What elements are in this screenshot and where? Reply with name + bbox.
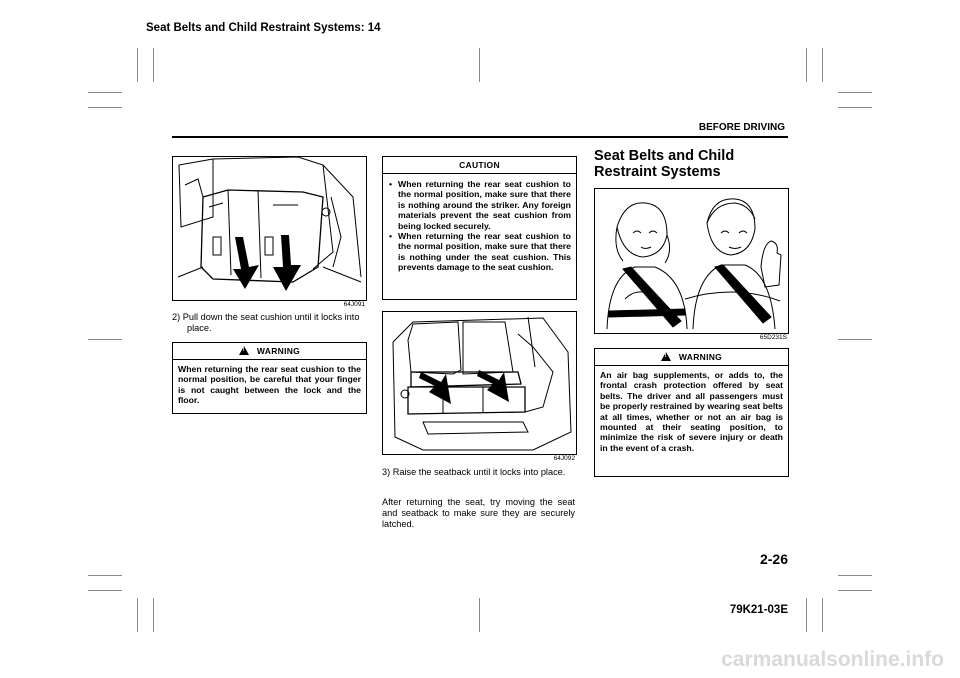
crop-mark [88,590,122,591]
crop-mark [822,48,823,82]
page-number: 2-26 [759,551,788,567]
crop-mark [153,48,154,82]
seat-belt-figure [594,188,789,334]
header-chapter-title: Seat Belts and Child Restraint Systems: 14 [146,22,381,34]
rear-seatback-figure [382,311,577,455]
caution-item: • When returning the rear seat cushion to the normal position, make sure that there is nothing under the seat cushion. This prevents damage to the seat cushion. [398,231,571,273]
warning-header [173,343,366,360]
crop-mark [137,598,138,632]
crop-mark [838,575,872,576]
warning-title: WARNING [678,352,723,362]
crop-mark [88,107,122,108]
figure-code: 65D231S [759,334,787,341]
caution-box [382,156,577,300]
crop-mark [479,598,480,632]
crop-mark [137,48,138,82]
watermark: carmanualsonline.info [721,648,944,671]
crop-mark [88,575,122,576]
rear-seat-cushion-figure [172,156,367,301]
header-section-title: BEFORE DRIVING [698,122,785,133]
section-heading: Seat Belts and Child Restraint Systems [594,148,735,180]
crop-mark [153,598,154,632]
crop-mark [822,598,823,632]
warning-text: An air bag supplements, or adds to, the frontal crash protection offered by seat belts. The driver and all passengers must be properly restrained by wearing seat belts at all times, whether or not an air bag is mounted at their seating position, to minimize the risk of severe injury or death in the event of a crash. [600,370,783,453]
crop-mark [806,598,807,632]
caution-title: CAUTION [459,160,500,170]
caution-body [383,174,576,278]
crop-mark [838,339,872,340]
header-rule [172,136,788,138]
warning-header [595,349,788,366]
warning-title: WARNING [256,346,301,356]
warning-box [172,342,367,414]
crop-mark [806,48,807,82]
warning-text: When returning the rear seat cushion to the normal position, be careful that your finger is not caught between the lock and the floor. [178,364,361,406]
caution-header [383,157,576,174]
warning-triangle-icon [239,346,249,355]
figure-code: 64J092 [553,455,575,462]
step-2-text: 2) Pull down the seat cushion until it locks into place. [172,312,360,333]
caution-item: • When returning the rear seat cushion to the normal position, make sure that there is nothing around the striker. Any foreign materials prevent the seat cushion from being locked securely. [398,179,571,231]
crop-mark [88,92,122,93]
warning-triangle-icon [661,352,671,361]
warning-box [594,348,789,477]
figure-code: 64J091 [343,301,365,308]
crop-mark [838,590,872,591]
crop-mark [838,107,872,108]
latch-check-paragraph: After returning the seat, try moving the seat and seatback to make sure they are securely latched. [382,497,575,529]
crop-mark [88,339,122,340]
crop-mark [479,48,480,82]
document-code: 79K21-03E [729,604,788,616]
crop-mark [838,92,872,93]
step-3-text: 3) Raise the seatback until it locks into place. [382,467,566,477]
